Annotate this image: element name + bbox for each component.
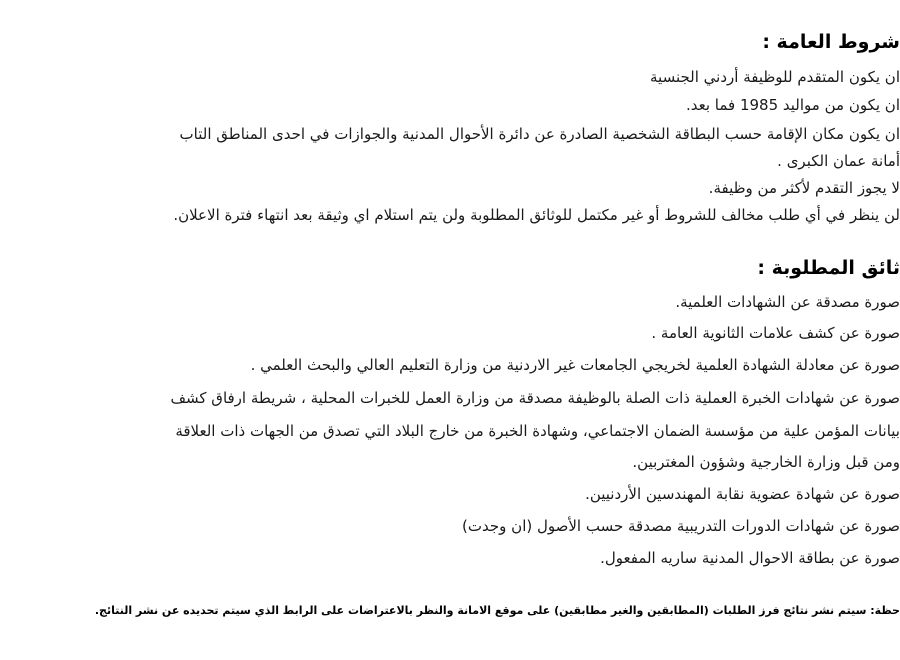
results-note: حظة: سيتم نشر نتائج فرز الطلبات (المطابقين والغير مطابقين) على موقع الامانة والنظر بالاعتراضات على الرابط الذي سيتم تحديده عن نشر النتائج. [94, 604, 900, 617]
required-document-item: صورة مصدقة عن الشهادات العلمية. [675, 293, 900, 311]
general-condition-item: ان يكون من مواليد 1985 فما بعد. [685, 96, 900, 114]
required-document-item: صورة عن بطاقة الاحوال المدنية ساريه المفعول. [600, 549, 900, 567]
required-document-item: صورة عن شهادة عضوية نقابة المهندسين الأردنيين. [585, 485, 900, 503]
required-document-item: صورة عن كشف علامات الثانوية العامة . [651, 324, 900, 342]
required-document-item: ومن قبل وزارة الخارجية وشؤون المغتربين. [632, 453, 900, 471]
general-condition-item: لا يجوز التقدم لأكثر من وظيفة. [708, 179, 900, 197]
general-condition-item: ان يكون المتقدم للوظيفة أردني الجنسية [650, 68, 900, 86]
required-document-item: بيانات المؤمن علية من مؤسسة الضمان الاجتماعي، وشهادة الخبرة من خارج البلاد التي تصدق من الجهات ذات العلاقة [175, 422, 900, 440]
required-document-item: صورة عن شهادات الدورات التدريبية مصدقة حسب الأصول (ان وجدت) [462, 517, 900, 535]
required-documents-heading: ثائق المطلوبة : [757, 257, 900, 279]
general-condition-item: أمانة عمان الكبرى . [777, 152, 900, 170]
required-document-item: صورة عن معادلة الشهادة العلمية لخريجي الجامعات غير الاردنية من وزارة التعليم العالي والبحث العلمي . [250, 356, 900, 374]
general-conditions-heading: شروط العامة : [762, 31, 900, 53]
required-document-item: صورة عن شهادات الخبرة العملية ذات الصلة بالوظيفة مصدقة من وزارة العمل للخبرات المحلية ، شريطة ارفاق كشف [170, 389, 900, 407]
general-condition-item: لن ينظر في أي طلب مخالف للشروط أو غير مكتمل للوثائق المطلوبة ولن يتم استلام اي وثيقة بعد انتهاء فترة الاعلان. [173, 206, 900, 224]
general-condition-item: ان يكون مكان الإقامة حسب البطاقة الشخصية الصادرة عن دائرة الأحوال المدنية والجوازات في احدى المناطق التاب [179, 125, 900, 143]
